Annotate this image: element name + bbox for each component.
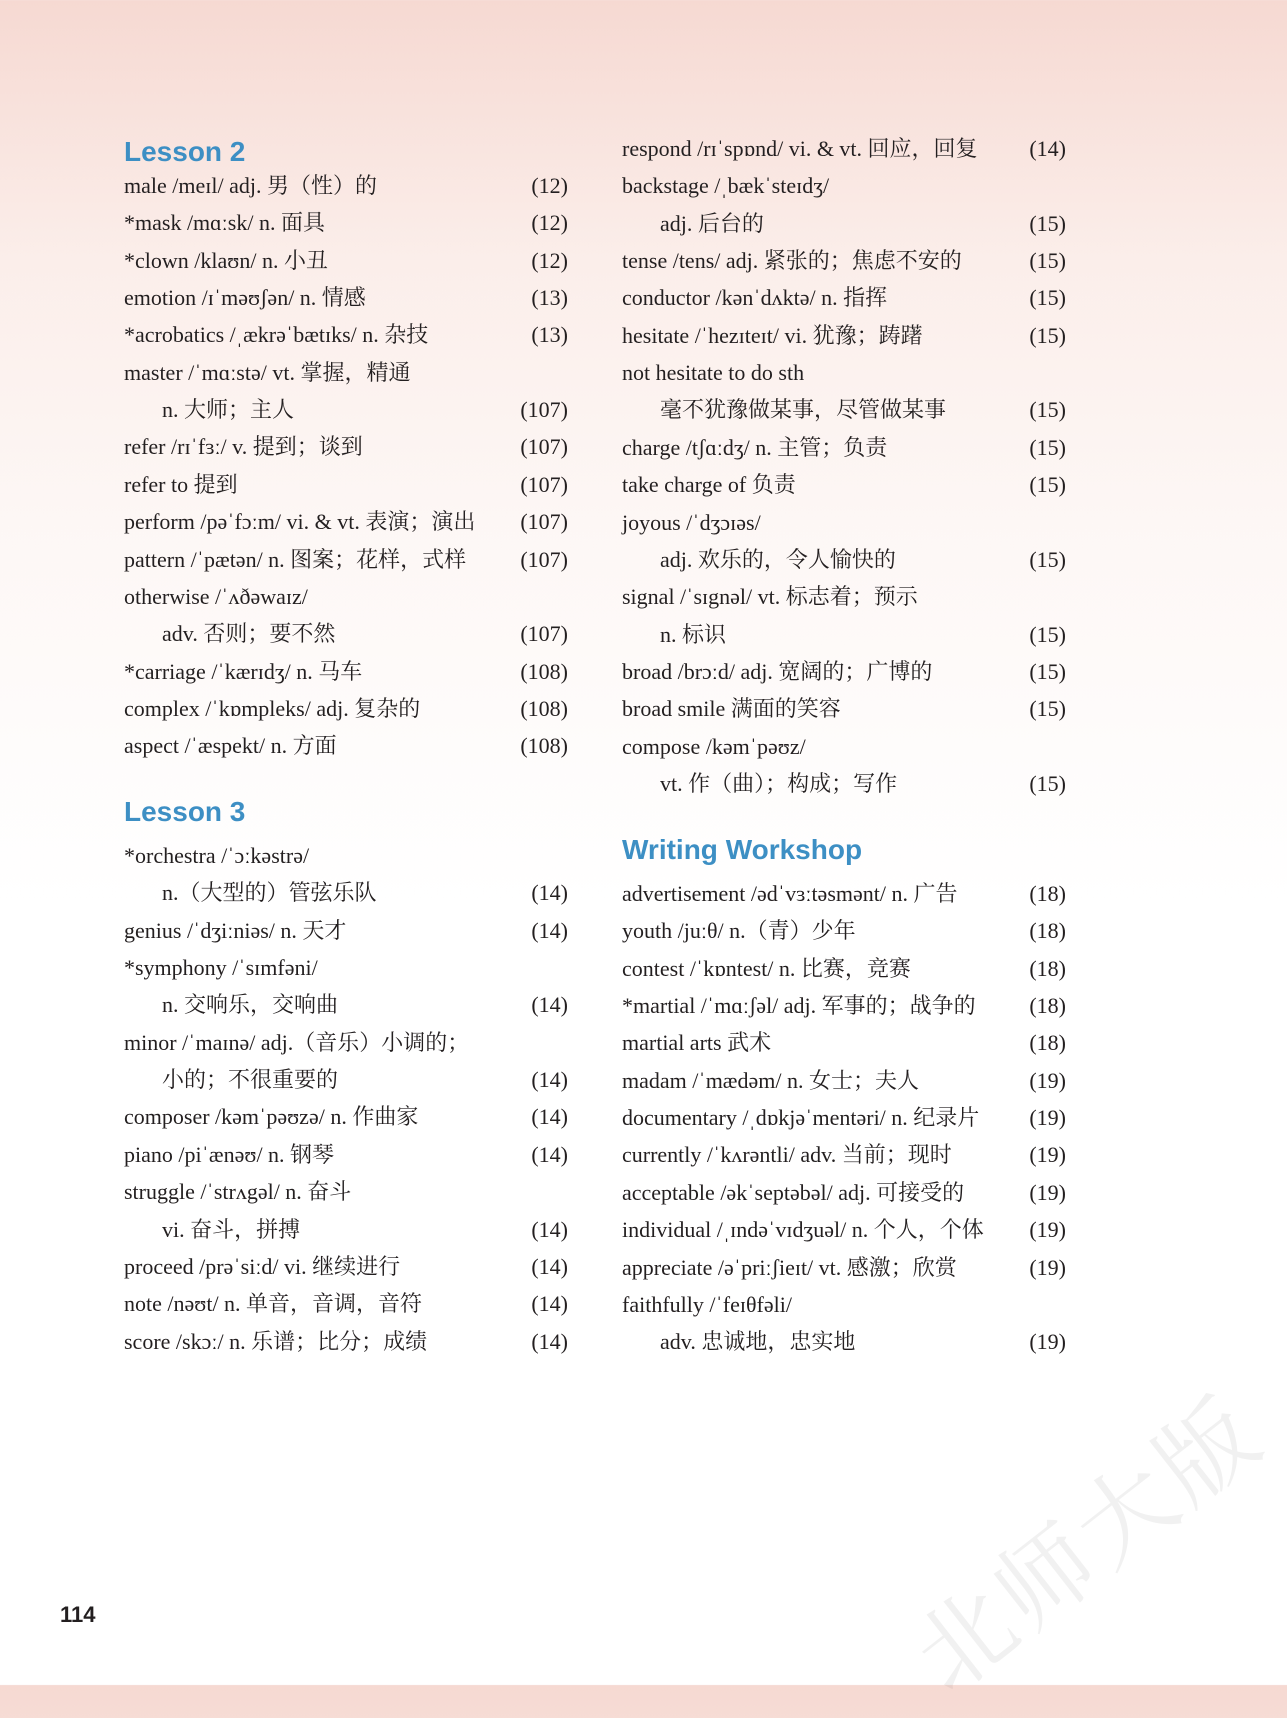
vocab-text: vi. 奋斗，拼搏 (162, 1216, 301, 1242)
vocab-entry (622, 467, 1066, 503)
vocab-entry (622, 1025, 1066, 1061)
vocab-text: n.（大型的）管弦乐队 (162, 880, 377, 906)
vocab-entry (622, 1137, 1066, 1173)
vocab-text: 小的；不很重要的 (162, 1067, 339, 1093)
page-reference: (14) (531, 992, 568, 1018)
vocab-entry (622, 1212, 1066, 1248)
page-reference: (19) (1029, 1329, 1066, 1355)
page-reference: (15) (1029, 621, 1066, 647)
vocab-entry (124, 280, 568, 316)
vocab-text: composer /kəmˈpəʊzə/ n. 作曲家 (124, 1104, 419, 1130)
vocab-text: adj. 欢乐的，令人愉快的 (660, 546, 896, 572)
vocab-entry (124, 355, 568, 391)
vocab-entry (622, 206, 1066, 242)
page-reference: (15) (1029, 546, 1066, 572)
vocab-text: *clown /klaʊn/ n. 小丑 (124, 247, 328, 273)
vocab-entry (124, 1249, 568, 1285)
vocab-entry (124, 950, 568, 986)
vocab-entry (124, 913, 568, 949)
page-reference: (13) (531, 285, 568, 311)
section-heading: Lesson 3 (124, 796, 246, 827)
vocab-text: acceptable /əkˈseptəbəl/ adj. 可接受的 (622, 1179, 965, 1205)
vocab-entry (622, 654, 1066, 690)
vocab-text: genius /ˈdʒiːniəs/ n. 天才 (124, 917, 347, 943)
vocab-text: not hesitate to do sth (622, 360, 805, 386)
page-reference: (15) (1029, 472, 1066, 498)
vocab-text: n. 标识 (660, 621, 727, 647)
page-reference: (107) (520, 397, 568, 423)
vocab-text: *mask /mɑːsk/ n. 面具 (124, 210, 325, 236)
page-reference: (14) (531, 1216, 568, 1242)
vocab-text: take charge of 负责 (622, 472, 796, 498)
page-reference: (18) (1029, 993, 1066, 1019)
vocab-entry (622, 1100, 1066, 1136)
vocab-text: conductor /kənˈdʌktə/ n. 指挥 (622, 285, 888, 311)
vocab-entry (124, 691, 568, 727)
page-reference: (14) (531, 917, 568, 943)
section-heading: Lesson 2 (124, 136, 246, 167)
vocab-entry (622, 355, 1066, 391)
page-reference: (18) (1029, 881, 1066, 906)
vocab-entry (622, 913, 1066, 949)
vocab-text: refer to 提到 (124, 471, 238, 497)
vocab-entry (124, 392, 568, 428)
vocab-entry (622, 280, 1066, 316)
vocab-text: *symphony /ˈsɪmfəni/ (124, 955, 318, 981)
page-reference: (14) (531, 880, 568, 906)
page-reference: (107) (520, 621, 568, 647)
page-reference: (19) (1029, 1179, 1066, 1205)
vocab-text: charge /tʃɑːdʒ/ n. 主管；负责 (622, 434, 888, 460)
page-reference: (107) (520, 434, 568, 460)
vocab-text: contest /ˈkɒntest/ n. 比赛，竞赛 (622, 955, 911, 981)
vocab-text: faithfully /ˈfeɪθfəli/ (622, 1291, 792, 1317)
vocab-text: perform /pəˈfɔːm/ vi. & vt. 表演；演出 (124, 509, 476, 535)
page-reference: (107) (520, 546, 568, 572)
vocab-text: respond /rɪˈspɒnd/ vi. & vt. 回应，回复 (622, 136, 978, 161)
vocab-text: minor /ˈmaɪnə/ adj.（音乐）小调的； (124, 1029, 470, 1055)
page-reference: (15) (1029, 285, 1066, 311)
vocab-entry (124, 168, 568, 204)
vocab-text: hesitate /ˈhezɪteɪt/ vi. 犹豫；踌躇 (622, 322, 923, 348)
vocab-entry (124, 838, 568, 874)
vocab-text: adv. 忠诚地，忠实地 (660, 1329, 856, 1355)
vocab-entry (124, 875, 568, 911)
vocab-text: appreciate /əˈpriːʃieɪt/ vt. 感激；欣赏 (622, 1254, 957, 1280)
vocab-entry (622, 1324, 1066, 1360)
vocab-entry (622, 617, 1066, 653)
page-reference: (19) (1029, 1142, 1066, 1168)
page-reference: (108) (520, 695, 568, 721)
page-reference: (18) (1029, 1030, 1066, 1056)
page-reference: (14) (531, 1104, 568, 1130)
page-number: 114 (60, 1602, 96, 1627)
page-reference: (14) (531, 1291, 568, 1317)
vocab-entry (124, 1174, 568, 1210)
page-reference: (14) (531, 1067, 568, 1093)
page-reference: (15) (1029, 248, 1066, 274)
vocab-entry (622, 951, 1066, 987)
vocab-entry (622, 1250, 1066, 1286)
page-reference: (107) (520, 509, 568, 535)
vocab-text: n. 大师；主人 (162, 397, 295, 423)
vocab-text: broad /brɔːd/ adj. 宽阔的；广博的 (622, 658, 933, 684)
vocab-text: documentary /ˌdɒkjəˈmentəri/ n. 纪录片 (622, 1105, 980, 1131)
page-reference: (15) (1029, 658, 1066, 684)
vocab-entry (124, 504, 568, 540)
page-reference: (12) (531, 247, 568, 273)
vocab-entry (622, 729, 1066, 765)
vocab-entry (124, 429, 568, 465)
vocab-entry (622, 542, 1066, 578)
vocab-text: piano /piˈænəʊ/ n. 钢琴 (124, 1141, 335, 1167)
page-reference: (15) (1029, 696, 1066, 722)
vocab-text: male /meɪl/ adj. 男（性）的 (124, 173, 377, 198)
vocab-text: score /skɔː/ n. 乐谱；比分；成绩 (124, 1328, 428, 1354)
vocab-text: n. 交响乐，交响曲 (162, 992, 339, 1018)
vocab-entry (124, 205, 568, 241)
page-reference: (15) (1029, 322, 1066, 348)
vocab-text: madam /ˈmædəm/ n. 女士；夫人 (622, 1067, 919, 1093)
page-reference: (15) (1029, 210, 1066, 236)
vocab-text: otherwise /ˈʌðəwaɪz/ (124, 583, 308, 609)
watermark: 北师大版 (893, 1374, 1284, 1715)
page-reference: (108) (520, 658, 568, 684)
page-reference: (14) (1029, 136, 1066, 161)
vocab-entry (622, 392, 1066, 428)
vocab-entry (124, 1286, 568, 1322)
vocab-entry (622, 1063, 1066, 1099)
page-reference: (19) (1029, 1217, 1066, 1243)
page-reference: (14) (531, 1253, 568, 1279)
vocab-text: advertisement /ədˈvɜːtəsmənt/ n. 广告 (622, 881, 958, 906)
vocab-text: signal /ˈsɪgnəl/ vt. 标志着；预示 (622, 584, 918, 610)
vocab-text: currently /ˈkʌrəntli/ adv. 当前；现时 (622, 1142, 952, 1168)
vocab-entry (124, 243, 568, 279)
page-reference: (12) (531, 173, 568, 198)
vocab-text: backstage /ˌbækˈsteɪdʒ/ (622, 173, 830, 199)
vocab-entry (622, 318, 1066, 354)
vocab-text: adj. 后台的 (660, 210, 764, 236)
vocab-text: youth /juːθ/ n.（青）少年 (622, 918, 856, 944)
vocab-text: compose /kəmˈpəʊz/ (622, 733, 806, 759)
vocab-entry (622, 243, 1066, 279)
vocab-entry (124, 616, 568, 652)
vocab-entry (124, 1099, 568, 1135)
vocab-entry (124, 1062, 568, 1098)
vocab-text: 毫不犹豫做某事，尽管做某事 (660, 397, 947, 423)
vocab-entry (622, 1175, 1066, 1211)
page-reference: (12) (531, 210, 568, 236)
page-reference: (108) (520, 733, 568, 759)
vocab-text: tense /tens/ adj. 紧张的；焦虑不安的 (622, 248, 962, 274)
vocab-entry (124, 728, 568, 764)
vocab-text: note /nəʊt/ n. 单音，音调，音符 (124, 1291, 423, 1317)
vocab-entry (622, 168, 1066, 204)
page-reference: (15) (1029, 397, 1066, 423)
vocab-text: proceed /prəˈsiːd/ vi. 继续进行 (124, 1253, 401, 1279)
vocab-entry (622, 131, 1066, 167)
vocab-entry (124, 317, 568, 353)
vocab-entry (622, 430, 1066, 466)
vocab-text: broad smile 满面的笑容 (622, 696, 841, 722)
page-reference: (13) (531, 322, 568, 348)
vocab-text: struggle /ˈstrʌgəl/ n. 奋斗 (124, 1179, 352, 1205)
vocab-entry (124, 1137, 568, 1173)
vocab-text: *martial /ˈmɑːʃəl/ adj. 军事的；战争的 (622, 993, 976, 1019)
vocab-text: aspect /ˈæspekt/ n. 方面 (124, 733, 337, 759)
page-reference: (14) (531, 1328, 568, 1354)
vocab-entry (124, 1324, 568, 1360)
page-reference: (19) (1029, 1105, 1066, 1131)
vocab-text: vt. 作（曲）；构成；写作 (660, 770, 898, 796)
page-reference: (15) (1029, 770, 1066, 796)
vocab-entry (124, 579, 568, 615)
vocab-text: adv. 否则；要不然 (162, 621, 336, 647)
vocab-entry (124, 654, 568, 690)
page-reference: (18) (1029, 955, 1066, 981)
vocab-text: pattern /ˈpætən/ n. 图案；花样，式样 (124, 546, 467, 572)
vocab-entry (124, 467, 568, 503)
page-reference: (19) (1029, 1254, 1066, 1280)
vocab-text: refer /rɪˈfɜː/ v. 提到；谈到 (124, 434, 363, 460)
vocab-entry (124, 542, 568, 578)
vocab-entry (124, 987, 568, 1023)
vocab-text: joyous /ˈdʒɔɪəs/ (622, 509, 761, 535)
vocab-text: individual /ˌɪndəˈvɪdʒuəl/ n. 个人，个体 (622, 1217, 984, 1243)
vocab-entry (622, 988, 1066, 1024)
page-reference: (107) (520, 471, 568, 497)
vocab-entry (622, 766, 1066, 802)
vocab-text: emotion /ɪˈməʊʃən/ n. 情感 (124, 285, 366, 311)
vocab-text: master /ˈmɑːstə/ vt. 掌握，精通 (124, 359, 411, 385)
vocab-entry (124, 1212, 568, 1248)
vocab-text: martial arts 武术 (622, 1030, 772, 1056)
page-reference: (18) (1029, 918, 1066, 944)
vocab-text: complex /ˈkɒmpleks/ adj. 复杂的 (124, 695, 421, 721)
page-reference: (15) (1029, 434, 1066, 460)
vocab-text: *orchestra /ˈɔːkəstrə/ (124, 843, 310, 868)
vocab-entry (622, 505, 1066, 541)
vocab-entry (622, 1287, 1066, 1323)
vocab-entry (124, 1025, 568, 1061)
vocab-text: *acrobatics /ˌækrəˈbætɪks/ n. 杂技 (124, 322, 429, 348)
vocab-text: *carriage /ˈkærɪdʒ/ n. 马车 (124, 658, 363, 684)
page-reference: (14) (531, 1141, 568, 1167)
vocab-entry (622, 876, 1066, 912)
vocab-entry (622, 579, 1066, 615)
page-reference: (19) (1029, 1067, 1066, 1093)
vocab-entry (622, 691, 1066, 727)
section-heading: Writing Workshop (622, 834, 863, 865)
